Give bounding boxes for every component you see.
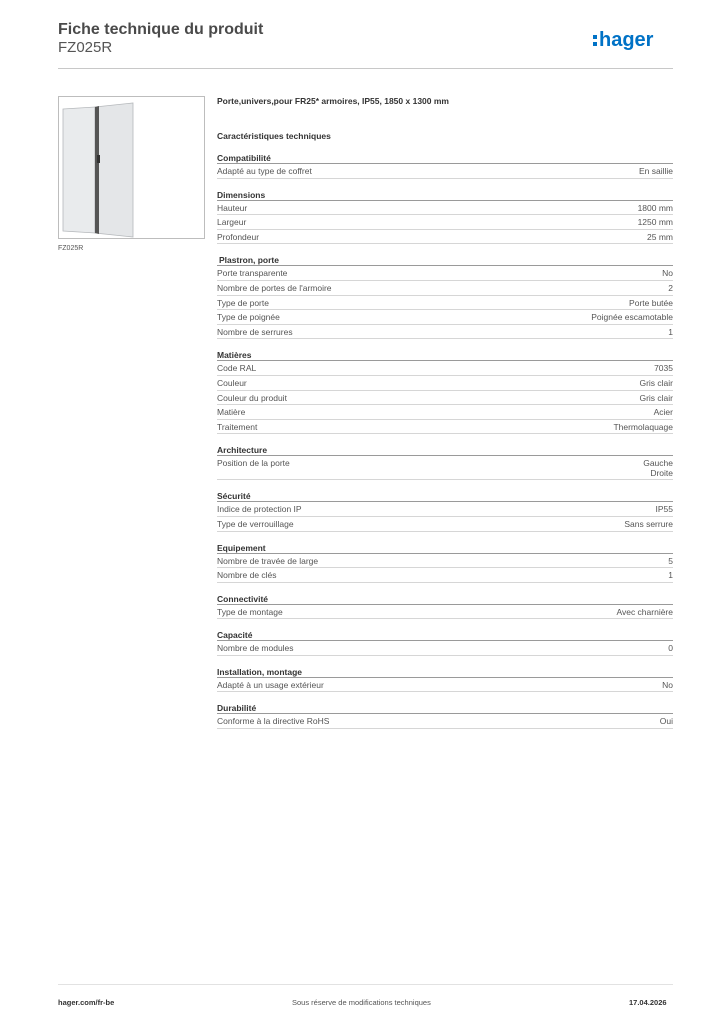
spec-row (217, 605, 673, 620)
spec-section (217, 702, 673, 729)
spec-row (217, 502, 673, 517)
spec-value-line: Oui (659, 716, 673, 727)
page-title: Fiche technique du produit (58, 21, 264, 38)
spec-value (639, 378, 673, 388)
spec-row (217, 230, 673, 245)
spec-value-line: No (662, 268, 673, 279)
section-title: Plastron, porte (217, 254, 673, 266)
spec-section (217, 629, 673, 656)
spec-label: Nombre de modules (217, 643, 294, 654)
spec-row (217, 281, 673, 296)
spec-value-line: 1250 mm (637, 217, 673, 228)
spec-content (217, 96, 673, 729)
spec-row (217, 554, 673, 569)
spec-label: Nombre de travée de large (217, 555, 319, 566)
spec-section (217, 189, 673, 245)
spec-row (217, 361, 673, 376)
footer-website: hager.com/fr-be (58, 998, 115, 1007)
spec-section (217, 444, 673, 480)
section-title: Capacité (217, 629, 673, 641)
spec-label: Matière (217, 407, 246, 418)
spec-section (217, 490, 673, 531)
image-caption: FZ025R (58, 245, 84, 252)
spec-label: Position de la porte (217, 458, 290, 469)
spec-value-line: Porte butée (629, 297, 673, 308)
spec-section (217, 542, 673, 583)
header-divider (58, 68, 673, 69)
spec-row (217, 325, 673, 340)
spec-value (668, 643, 673, 653)
spec-label: Adapté à un usage extérieur (217, 679, 324, 690)
spec-label: Traitement (217, 421, 258, 432)
spec-label: Code RAL (217, 363, 257, 374)
spec-value (647, 232, 673, 242)
spec-value (638, 203, 673, 213)
spec-label: Profondeur (217, 231, 260, 242)
spec-label: Nombre de serrures (217, 326, 293, 337)
spec-value-line: Gris clair (639, 377, 673, 388)
spec-value (639, 393, 673, 403)
spec-label: Nombre de clés (217, 570, 277, 581)
spec-row (217, 568, 673, 583)
spec-label: Type de montage (217, 606, 283, 617)
spec-sections (217, 152, 673, 729)
footer-divider (58, 984, 673, 985)
spec-value-line: IP55 (655, 504, 673, 515)
section-title: Sécurité (217, 490, 673, 502)
spec-row (217, 517, 673, 532)
spec-value (643, 458, 673, 478)
spec-value-line: 5 (668, 555, 673, 566)
spec-section (217, 254, 673, 339)
spec-value-line: 25 mm (647, 231, 673, 242)
product-image (58, 96, 205, 239)
footer-notice: Sous réserve de modifications techniques (292, 998, 431, 1007)
spec-value-line: 7035 (654, 363, 673, 374)
spec-value-line: Gris clair (639, 392, 673, 403)
spec-value (668, 283, 673, 293)
logo-text: hager (599, 29, 654, 51)
section-title: Connectivité (217, 593, 673, 605)
spec-value (662, 680, 673, 690)
spec-value (591, 312, 673, 322)
spec-label: Indice de protection IP (217, 504, 302, 515)
spec-label: Conforme à la directive RoHS (217, 716, 330, 727)
product-description: Porte,univers,pour FR25* armoires, IP55, 1850 x 1300 mm (217, 96, 449, 106)
spec-row (217, 310, 673, 325)
spec-label: Adapté au type de coffret (217, 166, 312, 176)
spec-label: Nombre de portes de l'armoire (217, 282, 332, 293)
spec-label: Couleur du produit (217, 392, 287, 403)
spec-value-line: 1800 mm (637, 202, 673, 213)
spec-value (668, 556, 673, 566)
spec-value-line: Sans serrure (624, 518, 673, 529)
spec-row (217, 296, 673, 311)
spec-value (668, 327, 673, 337)
section-title: Durabilité (217, 702, 673, 714)
spec-row (217, 201, 673, 216)
spec-value-line: Droite (650, 468, 673, 479)
spec-value (654, 407, 673, 417)
spec-value-line: Poignée escamotable (591, 312, 673, 323)
spec-row (217, 391, 673, 406)
spec-value (656, 504, 674, 514)
footer-date: 17.04.2026 (629, 998, 667, 1007)
spec-label: Type de verrouillage (217, 518, 294, 529)
spec-label: Hauteur (217, 202, 248, 213)
spec-section (217, 593, 673, 620)
spec-section (217, 152, 673, 179)
spec-value (616, 607, 673, 617)
spec-value (662, 268, 673, 278)
spec-value (629, 298, 673, 308)
spec-value-line: 0 (668, 643, 673, 654)
spec-row (217, 641, 673, 656)
spec-row (217, 215, 673, 230)
spec-value (638, 217, 673, 227)
section-title: Equipement (217, 542, 673, 554)
spec-value-line: Acier (653, 407, 673, 418)
spec-row (217, 164, 673, 179)
spec-label: Porte transparente (217, 268, 288, 279)
spec-row (217, 714, 673, 729)
spec-row (217, 420, 673, 435)
spec-value-line: No (662, 679, 673, 690)
spec-value (668, 570, 673, 580)
spec-section (217, 666, 673, 693)
spec-value-line: Avec charnière (616, 606, 673, 617)
spec-label: Couleur (217, 377, 247, 388)
characteristics-title: Caractéristiques techniques (217, 131, 331, 141)
spec-label: Largeur (217, 217, 247, 228)
spec-row (217, 266, 673, 281)
hager-logo (593, 26, 673, 54)
product-reference: FZ025R (58, 39, 113, 56)
spec-section (217, 349, 673, 434)
spec-value-line: 1 (668, 326, 673, 337)
section-title: Matières (217, 349, 673, 361)
spec-value (654, 363, 673, 373)
section-title: Installation, montage (217, 666, 673, 678)
spec-row (217, 678, 673, 693)
spec-row (217, 376, 673, 391)
spec-value-line: Thermolaquage (613, 421, 673, 432)
section-title: Architecture (217, 444, 673, 456)
spec-value (639, 166, 673, 176)
spec-value-line: Gauche (643, 458, 673, 469)
spec-row (217, 456, 673, 480)
spec-value-line: 1 (668, 570, 673, 581)
spec-value (660, 716, 673, 726)
spec-value-line: En saillie (638, 166, 673, 176)
spec-value (613, 422, 673, 432)
spec-label: Type de poignée (217, 312, 280, 323)
section-title: Dimensions (217, 189, 673, 201)
spec-label: Type de porte (217, 297, 269, 308)
spec-value (624, 519, 673, 529)
section-title: Compatibilité (217, 152, 673, 164)
spec-row (217, 405, 673, 420)
spec-value-line: 2 (668, 282, 673, 293)
